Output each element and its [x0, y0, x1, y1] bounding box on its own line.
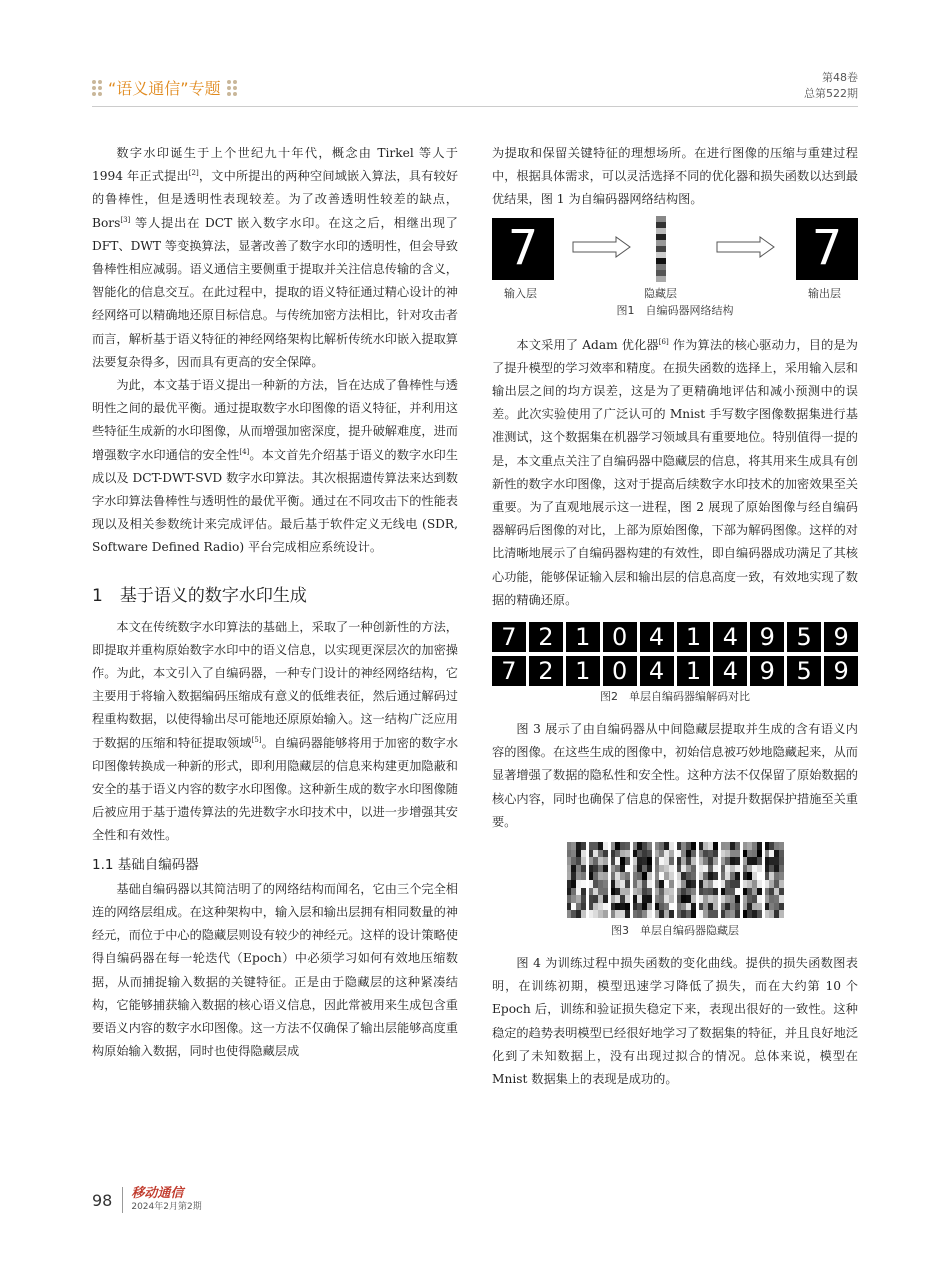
- digit-image: 1: [677, 656, 711, 686]
- output-label: 输出层: [808, 286, 841, 300]
- digit-image: 2: [529, 656, 563, 686]
- footer-divider: [122, 1187, 123, 1213]
- dots-icon: [227, 80, 237, 96]
- right-column: [492, 142, 858, 1091]
- subsection-heading: 1.1 基础自编码器: [92, 856, 199, 873]
- issue-info: [804, 70, 858, 102]
- hidden-layer-images: [492, 842, 858, 918]
- header-divider: [92, 106, 858, 107]
- hidden-layer-image: [611, 842, 630, 918]
- paragraph: 为此，本文基于语义提出一种新的方法，旨在达成了鲁棒性与透明性之间的最优平衡。通过提取数字水印图像的语义特征，并利用这些特征生成新的水印图像，从而增强加密深度，提升破解难度，进而增强数字水印通信的安全性[4]。本文首先介绍基于语义的数字水印生成以及 DCT-DWT-SVD 数字水印算法。其次根据遗传算法来达到数字水印算法鲁棒性与透明性的最优平衡。通过在不同攻击下的性能表现以及相关参数统计来完成评估。最后基于软件定义无线电 (SDR, Software Defined Radio) 平台完成相应系统设计。: [92, 378, 459, 555]
- digit-image: 5: [787, 622, 821, 652]
- digit-image: 9: [824, 656, 858, 686]
- section-topic: [92, 76, 237, 99]
- digit-image: 9: [750, 656, 784, 686]
- digit-image: 9: [824, 622, 858, 652]
- paragraph: 基础自编码器以其简洁明了的网络结构而闻名，它由三个完全相连的网络层组成。在这种架构中，输入层和输出层拥有相同数量的神经元，而位于中心的隐藏层则设有较少的神经元。这样的设计策略使得自编码器在每一轮迭代（Epoch）中必须学习如何有效地压缩数据，从而捕捉输入数据的关键特征。正是由于隐藏层的这种紧凑结构，它能够捕获输入数据的核心语义信息，因此常被用来生成包含重要语义内容的数字水印图像。这一方法不仅确保了输出层能够高度重构原始输入数据，同时也使得隐藏层成: [92, 881, 458, 1059]
- hidden-layer-image: [567, 842, 586, 918]
- arrow-right-icon: [716, 236, 776, 258]
- paragraph: 本文在传统数字水印算法的基础上，采取了一种创新性的方法，即提取并重构原始数字水印中的语义信息，以实现更深层次的加密操作。为此，本文引入了自编码器，一种专门设计的神经网络结构，它主要用于将输入数据编码压缩成有意义的低维表征，然后通过解码过程重构数据，以使得输出尽可能地还原原始输入。这一结构广泛应用于数据的压缩和特征提取领域[5]。自编码器能够将用于加密的数字水印图像转换成一种新的形式，即利用隐藏层的信息来构建更加隐蔽和安全的基于语义内容的数字水印图像。这种新生成的数字水印图像随后被应用于基于遗传算法的先进数字水印技术中，以进一步增强其安全性和有效性。: [92, 619, 459, 843]
- total-issue: 总第522期: [804, 87, 858, 100]
- hidden-layer-image: [765, 842, 784, 918]
- input-image: 7: [492, 218, 554, 280]
- figure-1-caption: 图1 自编码器网络结构: [616, 303, 734, 317]
- original-images: [492, 622, 858, 652]
- hidden-layer-image: [589, 842, 608, 918]
- page-number: 98: [92, 1190, 113, 1210]
- output-image: 7: [796, 218, 858, 280]
- digit-image: 0: [603, 622, 637, 652]
- digit-image: 7: [492, 656, 526, 686]
- figure-3: [492, 842, 858, 918]
- digit-image: 4: [713, 622, 747, 652]
- digit-image: 4: [640, 656, 674, 686]
- hidden-label: 隐藏层: [644, 286, 677, 300]
- digit-image: 2: [529, 622, 563, 652]
- digit-image: 4: [713, 656, 747, 686]
- dots-icon: [92, 80, 102, 96]
- paragraph: 数字水印诞生于上个世纪九十年代，概念由 Tirkel 等人于 1994 年正式提出[2]，文中所提出的两种空间域嵌入算法，具有较好的鲁棒性，但是透明性表现较差。为了改善透明性较差的缺点，Bors[3] 等人提出在 DCT 嵌入数字水印。在这之后，相继出现了 DFT、DWT 等变换算法，显著改善了数字水印的透明性，但会导致鲁棒性相应减弱。语义通信主要侧重于提取并关注信息传输的含义，智能化的信息交互。在此过程中，提取的语义特征通过精心设计的神经网络可以精确地还原目标信息。与传统加密方法相比，针对攻击者而言，解析基于语义特征的神经网络架构比解析传统水印嵌入提取算法要复杂得多，因而具有更高的安全保障。: [92, 146, 459, 369]
- hidden-layer-image: [656, 216, 666, 282]
- figure-2-caption: 图2 单层自编码器编解码对比: [600, 690, 750, 704]
- decoded-images: [492, 656, 858, 686]
- figure-1: [492, 216, 858, 302]
- arrow-right-icon: [572, 236, 632, 258]
- figure-2: [492, 622, 858, 686]
- digit-image: 9: [750, 622, 784, 652]
- section-heading: 1 基于语义的数字水印生成: [92, 585, 307, 606]
- page-footer: [92, 1187, 202, 1213]
- hidden-layer-image: [655, 842, 674, 918]
- paragraph: 图 3 展示了由自编码器从中间隐藏层提取并生成的含有语义内容的图像。在这些生成的图像中，初始信息被巧妙地隐藏起来，从而显著增强了数据的隐私性和安全性。这种方法不仅保留了原始数据的核心内容，同时也确保了信息的保密性，对提升数据保护措施至关重要。: [492, 722, 858, 829]
- hidden-layer-image: [699, 842, 718, 918]
- digit-image: 5: [787, 656, 821, 686]
- topic-label: “语义通信”专题: [108, 79, 221, 98]
- digit-image: 4: [640, 622, 674, 652]
- hidden-layer-image: [721, 842, 740, 918]
- digit-image: 0: [603, 656, 637, 686]
- hidden-layer-image: [743, 842, 762, 918]
- digit-image: 1: [566, 622, 600, 652]
- issue-date: 2024年2月第2期: [131, 1202, 202, 1212]
- left-column: [92, 142, 458, 1063]
- hidden-layer-image: [633, 842, 652, 918]
- digit-image: 1: [566, 656, 600, 686]
- volume: 第48卷: [822, 71, 858, 84]
- input-label: 输入层: [504, 286, 537, 300]
- paragraph: 为提取和保留关键特征的理想场所。在进行图像的压缩与重建过程中，根据具体需求，可以灵活选择不同的优化器和损失函数以达到最优结果，图 1 为自编码器网络结构图。: [492, 146, 858, 207]
- digit-image: 1: [677, 622, 711, 652]
- paragraph: 图 4 为训练过程中损失函数的变化曲线。提供的损失函数图表明，在训练初期，模型迅速学习降低了损失，而在大约第 10 个 Epoch 后，训练和验证损失稳定下来，表现出很好的一致性。这种稳定的趋势表明模型已经很好地学习了数据集的特征，并且良好地泛化到了未知数据上，没有出现过拟合的情况。总体来说，模型在 Mnist 数据集上的表现是成功的。: [492, 956, 858, 1087]
- digit-image: 7: [492, 622, 526, 652]
- paragraph: 本文采用了 Adam 优化器[6] 作为算法的核心驱动力，目的是为了提升模型的学习效率和精度。在损失函数的选择上，采用输入层和输出层之间的均方误差，这是为了更精确地评估和减小预测中的误差。此次实验使用了广泛认可的 Mnist 手写数字图像数据集进行基准测试，这个数据集在机器学习领域具有重要地位。特别值得一提的是，本文重点关注了自编码器中隐藏层的信息，将其用来生成具有创新性的数字水印图像，这对于提高后续数字水印技术的加密效果至关重要。为了直观地展示这一进程，图 2 展现了原始图像与经自编码器解码后图像的对比，上部为原始图像，下部为解码图像。这样的对比清晰地展示了自编码器构建的有效性，即自编码器成功满足了其核心功能，能够保证输入层和输出层的信息高度一致，有效地实现了数据的精确还原。: [492, 337, 858, 607]
- figure-3-caption: 图3 单层自编码器隐藏层: [611, 924, 739, 938]
- hidden-layer-image: [677, 842, 696, 918]
- journal-logo: 移动通信: [131, 1186, 184, 1201]
